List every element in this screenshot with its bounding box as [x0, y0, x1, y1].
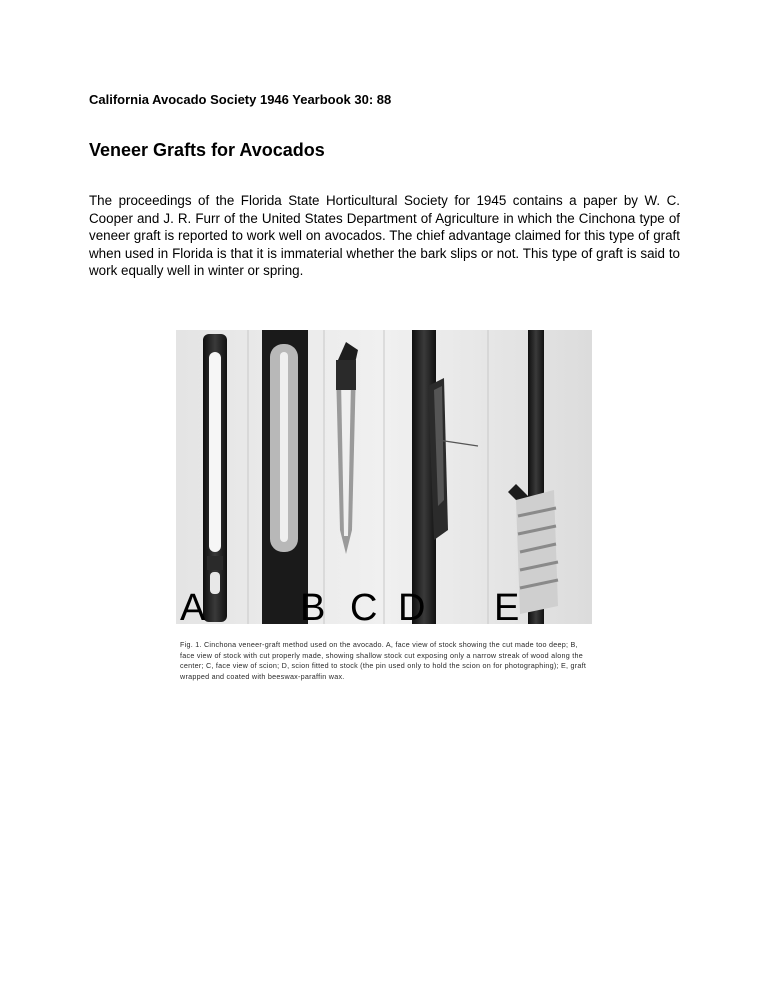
- panel-label-a: A: [180, 587, 206, 624]
- yearbook-header: California Avocado Society 1946 Yearbook 30: 88: [89, 92, 392, 107]
- article-title: Veneer Grafts for Avocados: [89, 140, 325, 160]
- panel-a-stock: [203, 334, 227, 622]
- graft-photo: [176, 330, 592, 624]
- panel-label-b: B: [300, 587, 326, 624]
- graft-figure: [176, 330, 592, 698]
- article-paragraph: The proceedings of the Florida State Horticultural Society for 1945 contains a paper by W. C. Cooper and J. R. Furr of the United States Department of Agriculture in which the Cinchona type of veneer graft is reported to work well on avocados. The chief advantage claimed for this type of graft when used in Florida is that it is immaterial whether the bark slips or not. This type of graft is said to work equally well in winter or spring.: [89, 193, 680, 278]
- panel-b-stock: [262, 330, 308, 624]
- panel-label-e: E: [494, 587, 520, 624]
- panel-label-c: C: [350, 587, 378, 624]
- panel-label-d: D: [398, 587, 426, 624]
- figure-caption: Fig. 1. Cinchona veneer-graft method used on the avocado. A, face view of stock showing the cut made too deep; B, face view of stock with cut properly made, showing shallow stock cut exposing only a narrow streak of wood along the center; C, face view of scion; D, scion fitted to stock (the pin used only to hold the scion on for photographing); E, graft wrapped and coated with beeswax-paraffin wax.: [180, 640, 587, 681]
